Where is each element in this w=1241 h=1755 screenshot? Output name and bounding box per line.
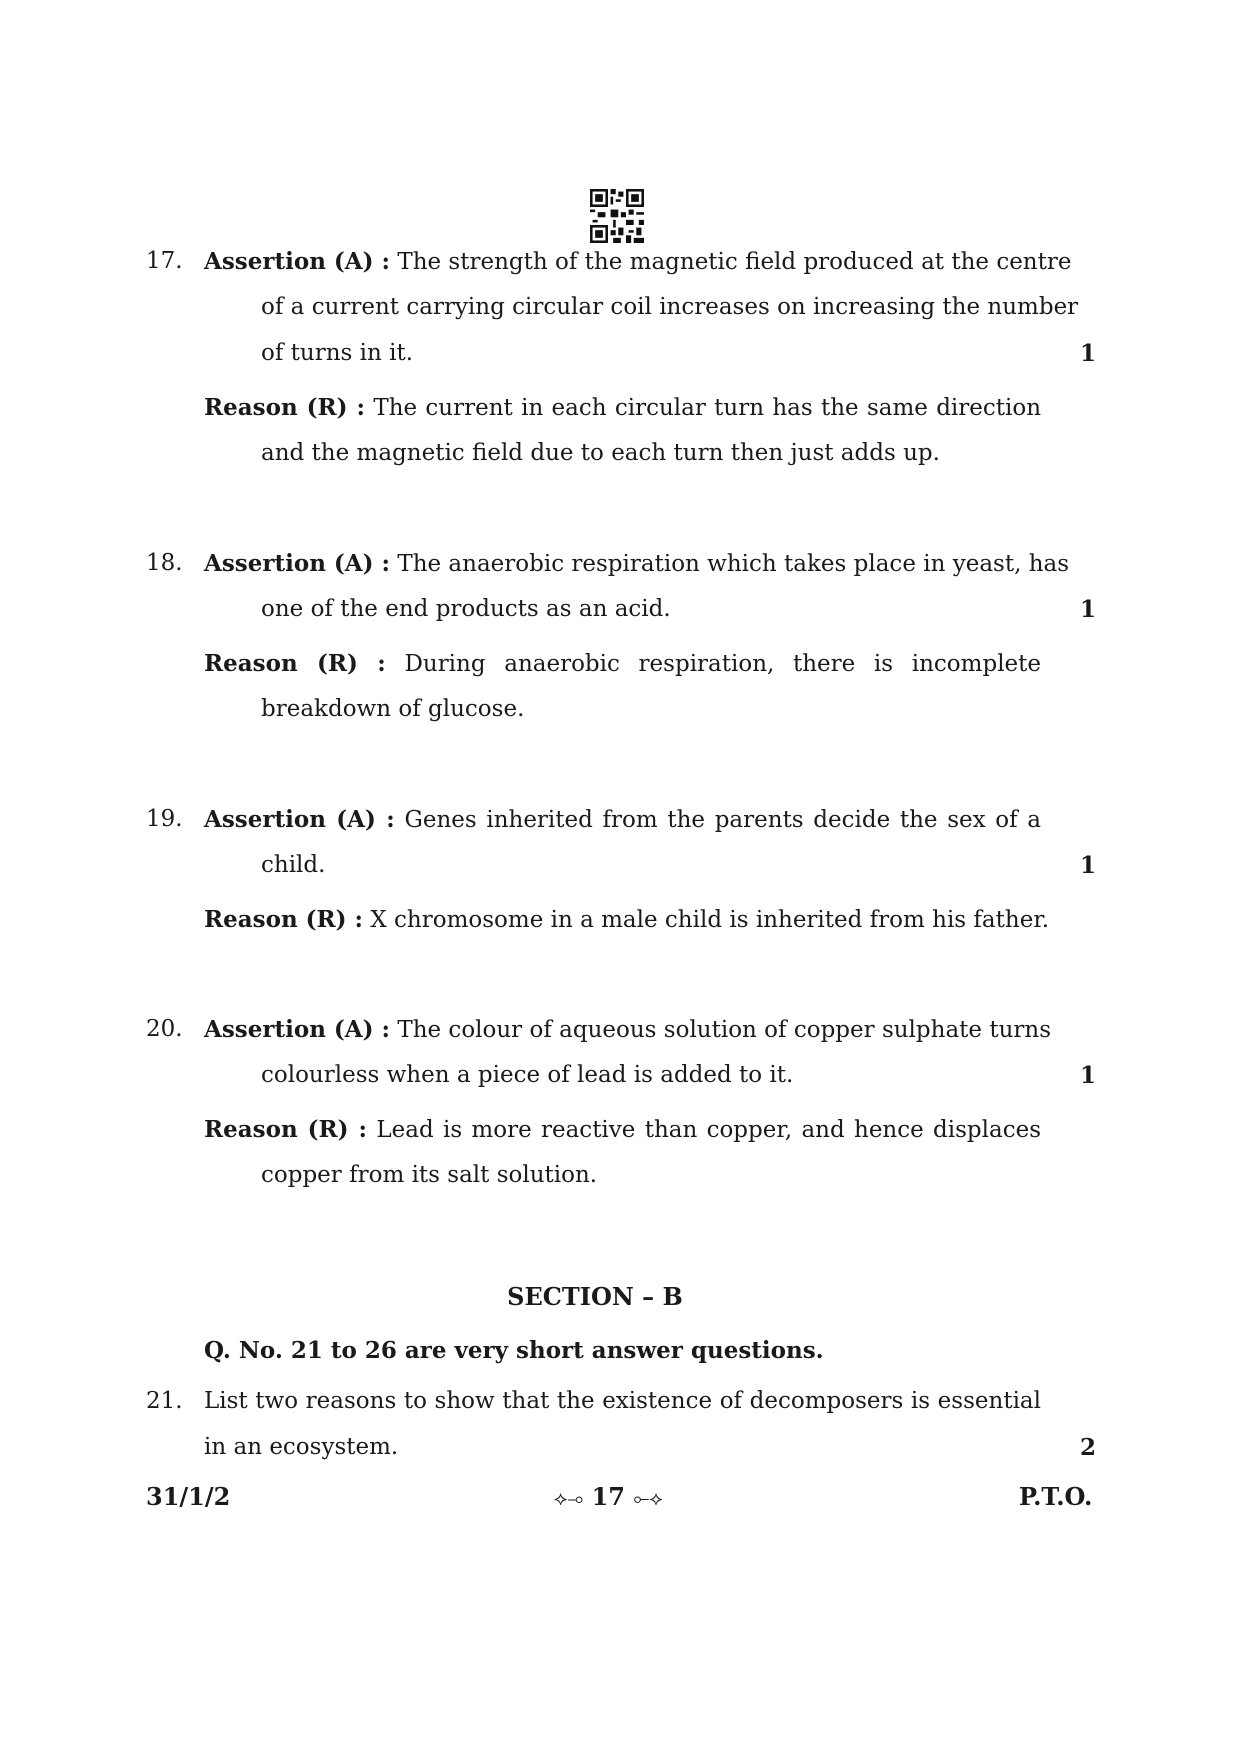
assertion-line: colourless when a piece of lead is added to it. [261, 1062, 794, 1088]
marks: 1 [1079, 1062, 1096, 1089]
assertion-text: The anaerobic respiration which takes place in yeast, has [397, 551, 1070, 577]
marks: 1 [1079, 340, 1096, 367]
assertion-label: Assertion (A) : [204, 1016, 391, 1043]
marks: 1 [1079, 852, 1096, 879]
marks: 1 [1079, 596, 1096, 623]
assertion-text: The strength of the magnetic field produced at the centre [397, 249, 1072, 275]
paper-code: 31/1/2 [146, 1482, 231, 1511]
question-line: List two reasons to show that the existence of decomposers is essential [204, 1388, 1041, 1414]
reason-text: During anaerobic respiration, there is incomplete [404, 651, 1042, 677]
reason-line [204, 394, 1041, 421]
reason-label: Reason (R) : [204, 394, 366, 421]
ornament-right-icon: ⟜⟡ [633, 1486, 663, 1510]
assertion-line: one of the end products as an acid. [261, 596, 671, 622]
assertion-line [204, 806, 1041, 833]
assertion-text: The colour of aqueous solution of copper sulphate turns [397, 1017, 1051, 1043]
reason-text: Lead is more reactive than copper, and hence displaces [376, 1117, 1042, 1143]
assertion-line [204, 550, 1070, 577]
reason-text: X chromosome in a male child is inherited from his father. [370, 907, 1050, 933]
question-number: 18. [146, 550, 183, 576]
section-title: SECTION – B [507, 1282, 683, 1311]
assertion-text: Genes inherited from the parents decide the sex of a [404, 807, 1042, 833]
assertion-line: of a current carrying circular coil increases on increasing the number [261, 294, 1079, 320]
reason-line [204, 650, 1041, 677]
page-number-block [554, 1482, 663, 1511]
assertion-line: of turns in it. [261, 340, 414, 366]
question-number: 17. [146, 248, 183, 274]
reason-line: breakdown of glucose. [261, 696, 525, 722]
qr-code-icon [590, 189, 644, 243]
page-number: 17 [591, 1482, 625, 1511]
assertion-line [204, 1016, 1051, 1043]
reason-label: Reason (R) : [204, 650, 386, 677]
assertion-label: Assertion (A) : [204, 806, 395, 833]
reason-line: and the magnetic field due to each turn then just adds up. [261, 440, 940, 466]
assertion-line [204, 248, 1072, 275]
question-number: 20. [146, 1016, 183, 1042]
reason-text: The current in each circular turn has the same direction [373, 395, 1042, 421]
reason-label: Reason (R) : [204, 1116, 368, 1143]
reason-line: copper from its salt solution. [261, 1162, 598, 1188]
section-instruction: Q. No. 21 to 26 are very short answer questions. [204, 1337, 824, 1364]
question-number: 21. [146, 1388, 183, 1414]
reason-line [204, 1116, 1041, 1143]
reason-line [204, 906, 1049, 933]
assertion-label: Assertion (A) : [204, 550, 391, 577]
ornament-left-icon: ⟡⊸ [554, 1486, 584, 1510]
assertion-line: child. [261, 852, 326, 878]
question-line: in an ecosystem. [204, 1434, 399, 1460]
marks: 2 [1079, 1434, 1096, 1461]
question-number: 19. [146, 806, 183, 832]
pto-label: P.T.O. [1019, 1482, 1093, 1511]
assertion-label: Assertion (A) : [204, 248, 391, 275]
reason-label: Reason (R) : [204, 906, 364, 933]
